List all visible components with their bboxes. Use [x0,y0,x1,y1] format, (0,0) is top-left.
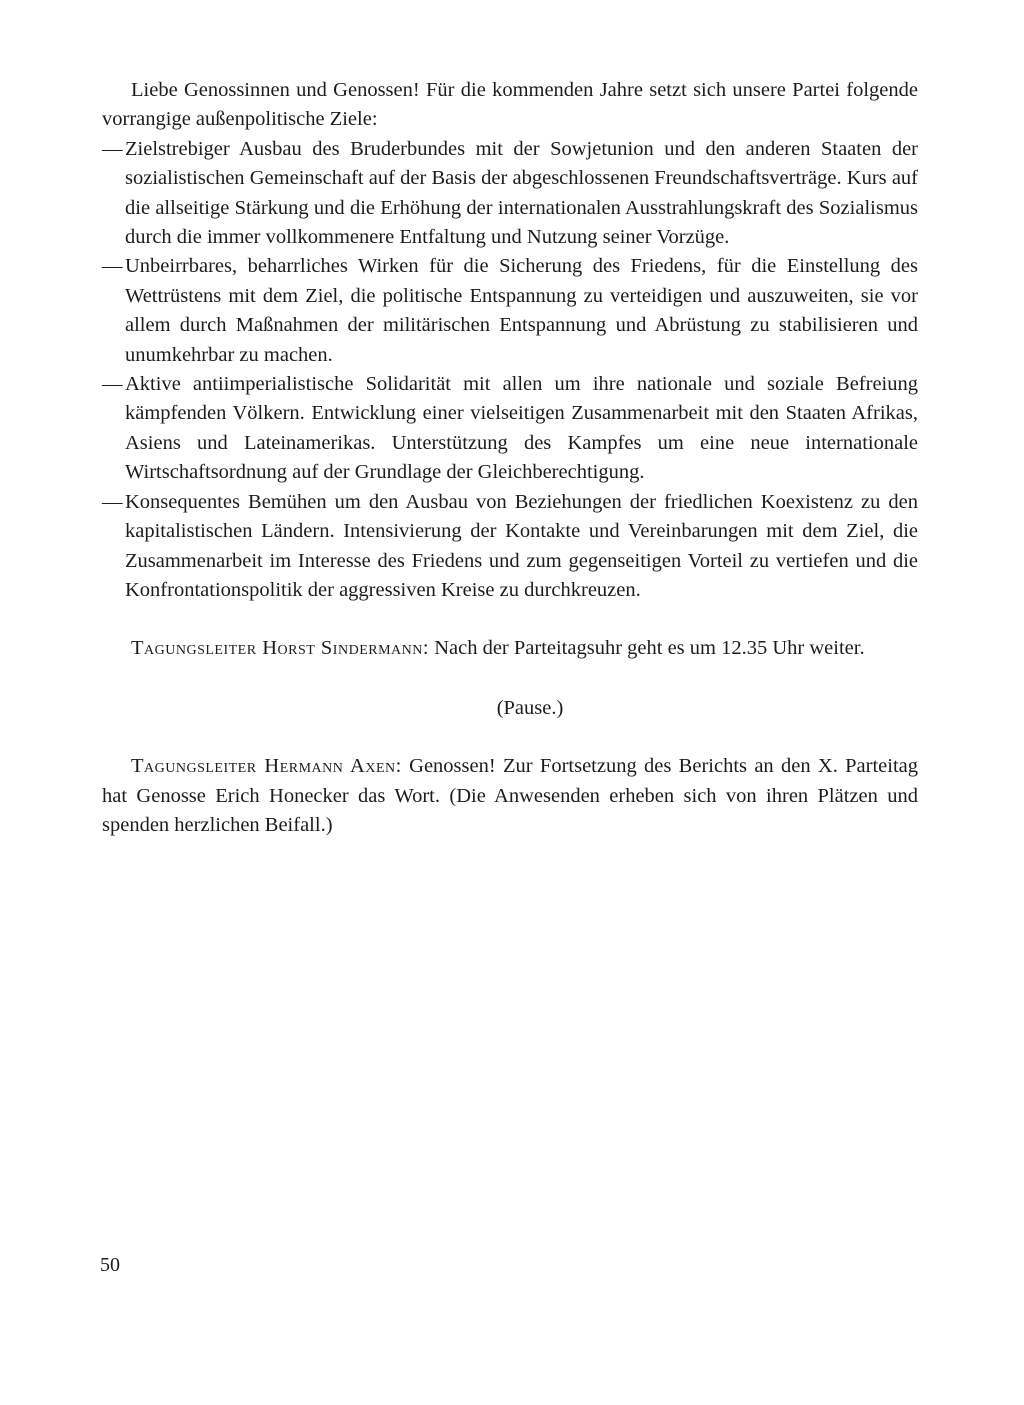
goal-text: Aktive antiimperialistische Solidarität mit allen um ihre nationale und soziale Befreiung kämpfenden Völkern. Entwicklung einer vielseitigen Zusammenarbeit mit den Staaten Afrikas, Asiens und Lateinamerikas. Unterstützung des Kampfes um eine neue internationale Wirtschaftsordnung auf der Grundlage der Gleichberechtigung. [125,373,918,484]
dash-marker: — [102,255,123,278]
statement-axen [102,752,918,840]
goal-item-1 [102,135,918,253]
goals-list [102,135,918,606]
dash-marker: — [102,490,123,513]
dash-marker: — [102,137,123,160]
goal-text: Konsequentes Bemühen um den Ausbau von Beziehungen der friedlichen Koexistenz zu den kapitalistischen Ländern. Intensivierung der Kontakte und Vereinbarungen mit dem Ziel, die Zusammenarbeit im Interesse des Friedens und zum gegenseitigen Vorteil zu vertiefen und die Konfrontationspolitik der aggressiven Kreise zu durchkreuzen. [125,490,918,601]
statement-text: Genossen! Zur Fortsetzung des Berichts an den X. Parteitag hat Genosse Erich Honecker das Wort. (Die Anwesenden erheben sich von ihren Plätzen und spenden herzlichen Beifall.) [102,755,919,836]
statement-text: Nach der Parteitagsuhr geht es um 12.35 Uhr weiter. [434,637,865,660]
statement-sindermann [102,634,918,663]
goal-text: Zielstrebiger Ausbau des Bruderbundes mit der Sowjetunion und den anderen Staaten der sozialistischen Gemeinschaft auf der Basis der abgeschlossenen Freundschaftsverträge. Kurs auf die allseitige Stärkung und die Erhöhung der internationalen Ausstrahlungskraft des Sozialismus durch die immer vollkommenere Entfaltung und Nutzung seiner Vorzüge. [125,137,918,249]
page-number: 50 [100,1254,120,1276]
speaker-name: Tagungsleiter Horst Sindermann: [131,637,430,660]
dash-marker: — [102,373,123,396]
goal-item-2 [102,252,918,370]
intro-paragraph: Liebe Genossinnen und Genossen! Für die kommenden Jahre setzt sich unsere Partei folgende vorrangige außenpolitische Ziele: [102,79,918,131]
goal-text: Unbeirrbares, beharrliches Wirken für die Sicherung des Friedens, für die Einstellung des Wettrüstens mit dem Ziel, die politische Entspannung zu verteidigen und auszuweiten, sie vor allem durch Maßnahmen der militärischen Entspannung und Abrüstung zu stabilisieren und unumkehrbar zu machen. [125,255,918,366]
pause-note: (Pause.) [496,696,564,719]
speaker-name: Tagungsleiter Hermann Axen: [131,755,402,778]
document-page [102,76,918,840]
goal-item-4 [102,488,918,606]
goal-item-3 [102,370,918,488]
